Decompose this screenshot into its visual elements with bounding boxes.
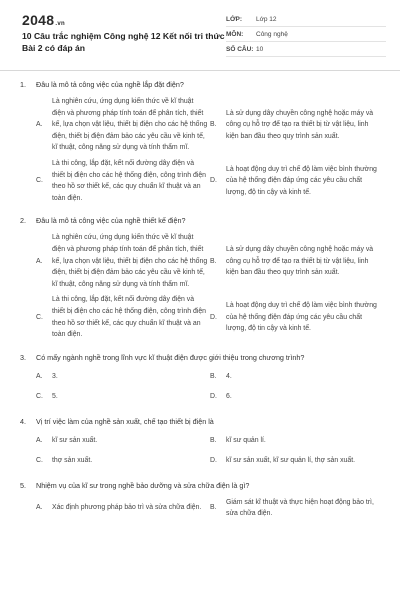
option-text: 4. bbox=[226, 372, 232, 380]
answer-option[interactable] bbox=[210, 433, 382, 449]
answer-option[interactable] bbox=[36, 433, 208, 449]
question-header bbox=[20, 353, 386, 363]
answer-option[interactable] bbox=[36, 96, 208, 154]
option-text: Là nghiên cứu, ứng dụng kiến thức về kĩ thuật điện và phương pháp tính toán để phân tích, thiết kế, lựa chọn vật liệu, thiết bị điện cho các hệ thống điện, thiết bị điện đảm bảo các yêu cầu về kinh tế, kĩ thuật, công năng sử dụng và tính thẩm mĩ. bbox=[52, 234, 208, 288]
meta-row-count bbox=[226, 42, 386, 57]
option-text: Xác định phương pháp bảo trì và sửa chữa điện. bbox=[52, 504, 202, 512]
question-item bbox=[20, 216, 386, 340]
question-item bbox=[20, 481, 386, 520]
option-text: Là sử dụng dây chuyền công nghệ hoặc máy và công cụ hỗ trợ để tạo ra thiết bị từ vật liệu, linh kiện ban đầu theo quy trình sản xuất. bbox=[226, 109, 374, 140]
answer-options bbox=[36, 96, 386, 204]
question-text: Đâu là mô tả công việc của nghề thiết kế điện? bbox=[36, 216, 186, 226]
answer-option[interactable] bbox=[36, 389, 208, 405]
question-header bbox=[20, 216, 386, 226]
option-letter: A. bbox=[36, 257, 43, 265]
option-text: Giám sát kĩ thuật và thực hiện hoạt động bảo trì, sửa chữa điện. bbox=[226, 498, 374, 518]
question-item bbox=[20, 80, 386, 204]
logo-ext: .vn bbox=[55, 21, 65, 27]
document-meta bbox=[226, 12, 386, 57]
option-letter: D. bbox=[210, 456, 217, 464]
question-number: 2. bbox=[20, 216, 26, 226]
option-text: 3. bbox=[52, 372, 58, 380]
question-list bbox=[0, 80, 400, 532]
question-number: 1. bbox=[20, 80, 26, 89]
option-text: Là thi công, lắp đặt, kết nối đường dây điện và thiết bị điện cho các hệ thống điện, công trình điện theo hồ sơ thiết kế, các quy chuẩn kĩ thuật và an toàn điện. bbox=[52, 296, 206, 339]
question-item bbox=[20, 417, 386, 469]
option-letter: D. bbox=[210, 177, 217, 185]
answer-option[interactable] bbox=[36, 232, 208, 290]
question-text: Nhiệm vụ của kĩ sư trong nghề bảo dưỡng và sửa chữa điện là gì? bbox=[36, 480, 250, 490]
option-text: thợ sản xuất. bbox=[52, 456, 93, 464]
answer-options bbox=[36, 433, 386, 469]
option-letter: C. bbox=[36, 456, 43, 464]
option-text: kĩ sư sản xuất, kĩ sư quản lí, thợ sản xuất. bbox=[226, 456, 356, 464]
answer-option[interactable] bbox=[210, 453, 382, 469]
answer-option[interactable] bbox=[210, 389, 382, 405]
option-letter: A. bbox=[36, 121, 43, 129]
answer-option[interactable] bbox=[36, 369, 208, 385]
option-letter: B. bbox=[210, 121, 217, 129]
option-letter: D. bbox=[210, 313, 217, 321]
answer-option[interactable] bbox=[210, 294, 382, 340]
site-logo[interactable] bbox=[22, 12, 65, 28]
question-header bbox=[20, 417, 386, 427]
answer-option[interactable] bbox=[210, 232, 382, 290]
document-title: 10 Câu trắc nghiệm Công nghệ 12 Kết nối tri thức Bài 2 có đáp án bbox=[22, 31, 225, 53]
answer-option[interactable] bbox=[36, 294, 208, 340]
option-text: Là thi công, lắp đặt, kết nối đường dây điện và thiết bị điện cho các hệ thống điện, công trình điện theo hồ sơ thiết kế, các quy chuẩn kĩ thuật và an toàn điện. bbox=[52, 159, 206, 202]
question-number: 5. bbox=[20, 480, 26, 490]
option-text: Là nghiên cứu, ứng dụng kiến thức về kĩ thuật điện và phương pháp tính toán để phân tích, thiết kế, lựa chọn vật liệu, thiết bị điện cho các hệ thống điện, thiết bị điện đảm bảo các yêu cầu về kinh tế, kĩ thuật, công năng sử dụng và tính thẩm mĩ. bbox=[52, 98, 208, 152]
meta-key: LỚP: bbox=[226, 15, 243, 23]
header-divider bbox=[0, 70, 400, 71]
option-text: 6. bbox=[226, 392, 232, 400]
meta-value: 10 bbox=[256, 45, 264, 53]
answer-options bbox=[36, 369, 386, 405]
meta-value: Công nghệ bbox=[256, 30, 288, 38]
option-text: kĩ sư quản lí. bbox=[226, 436, 266, 444]
answer-option[interactable] bbox=[36, 158, 208, 204]
question-number: 3. bbox=[20, 352, 26, 362]
option-letter: B. bbox=[210, 436, 217, 444]
option-text: Là sử dụng dây chuyền công nghệ hoặc máy và công cụ hỗ trợ để tạo ra thiết bị từ vật liệu, linh kiện ban đầu theo quy trình sản xuất. bbox=[226, 245, 374, 277]
meta-key: MÔN: bbox=[226, 30, 244, 38]
option-letter: C. bbox=[36, 313, 43, 321]
meta-key: SỐ CÂU: bbox=[226, 45, 254, 53]
question-number: 4. bbox=[20, 416, 26, 426]
option-text: 5. bbox=[52, 392, 58, 400]
page-header bbox=[0, 0, 400, 64]
question-item bbox=[20, 353, 386, 405]
meta-row-subject bbox=[226, 27, 386, 42]
option-text: Là hoạt động duy trì chế độ làm việc bình thường của hệ thống điện đáp ứng các yêu cầu chất lượng, độ tin cậy và kinh tế. bbox=[226, 302, 377, 333]
answer-options bbox=[36, 232, 386, 340]
option-letter: C. bbox=[36, 392, 43, 400]
logo-text: 2048 bbox=[22, 12, 55, 28]
answer-option[interactable] bbox=[210, 497, 382, 520]
option-letter: B. bbox=[210, 504, 217, 512]
option-letter: C. bbox=[36, 177, 43, 185]
answer-option[interactable] bbox=[210, 96, 382, 154]
option-letter: B. bbox=[210, 257, 217, 265]
answer-option[interactable] bbox=[36, 497, 208, 520]
question-text: Có mấy ngành nghề trong lĩnh vực kĩ thuật điện được giới thiệu trong chương trình? bbox=[36, 352, 305, 362]
question-text: Vị trí việc làm của nghề sản xuất, chế tạo thiết bị điện là bbox=[36, 416, 214, 426]
answer-option[interactable] bbox=[210, 158, 382, 204]
answer-options bbox=[36, 497, 386, 520]
meta-row-class bbox=[226, 12, 386, 27]
question-header bbox=[20, 80, 386, 90]
option-letter: B. bbox=[210, 372, 217, 380]
option-text: kĩ sư sản xuất. bbox=[52, 436, 98, 444]
option-letter: D. bbox=[210, 392, 217, 400]
answer-option[interactable] bbox=[36, 453, 208, 469]
option-letter: A. bbox=[36, 372, 43, 380]
meta-value: Lớp 12 bbox=[256, 15, 277, 23]
option-letter: A. bbox=[36, 436, 43, 444]
answer-option[interactable] bbox=[210, 369, 382, 385]
option-text: Là hoạt động duy trì chế độ làm việc bình thường của hệ thống điện đáp ứng các yêu cầu chất lượng, độ tin cậy và kinh tế. bbox=[226, 165, 377, 196]
question-text: Đâu là mô tả công việc của nghề lắp đặt điện? bbox=[36, 80, 184, 89]
option-letter: A. bbox=[36, 504, 43, 512]
question-header bbox=[20, 481, 386, 491]
